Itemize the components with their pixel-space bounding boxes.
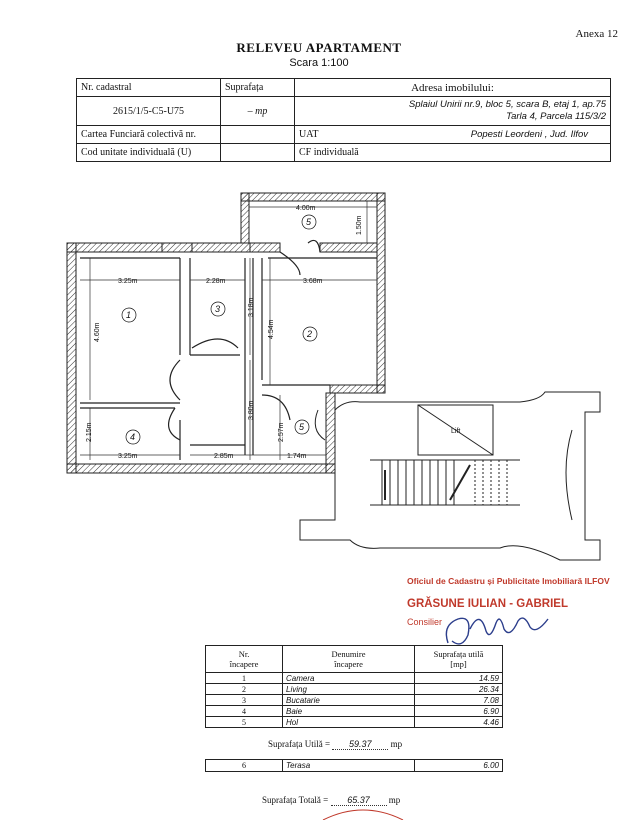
cod-unitate-label: Cod unitate individuală (U) <box>77 144 221 162</box>
row-area: 6.90 <box>415 706 503 717</box>
col-name-header <box>283 646 415 673</box>
table-row <box>206 760 503 772</box>
row-nr: 2 <box>206 684 283 695</box>
table-row <box>206 695 503 706</box>
row-nr: 4 <box>206 706 283 717</box>
row-area: 7.08 <box>415 695 503 706</box>
extra-nr: 6 <box>206 760 283 772</box>
dim-room1-depth: 4.60m <box>94 322 101 342</box>
dim-room5-depth: 2.57m <box>278 422 285 442</box>
address-line-1: Splaiul Unirii nr.9, bloc 5, scara B, etaj 1, ap.75 <box>408 99 606 110</box>
dim-room2-width: 3.68m <box>303 278 323 285</box>
dim-terrace-depth: 1.50m <box>356 215 363 235</box>
row-name: Camera <box>283 673 415 684</box>
useful-area-label: Suprafața Utilă = <box>268 739 331 749</box>
col-name-header-line2: încapere <box>334 659 363 669</box>
dim-hall-width: 2.85m <box>214 453 234 460</box>
row-name: Hol <box>283 717 415 728</box>
plan-walls <box>67 193 385 473</box>
dim-terrace-width: 4.00m <box>296 205 316 212</box>
useful-area-line <box>268 739 402 750</box>
dim-room4-depth: 2.15m <box>86 422 93 442</box>
room-marker-2: 2 <box>307 329 313 339</box>
col-nr-header-line2: încapere <box>229 659 259 669</box>
useful-area-unit: mp <box>390 739 403 749</box>
row-area: 26.34 <box>415 684 503 695</box>
total-area-unit: mp <box>388 795 401 805</box>
scale-label: Scara 1:100 <box>289 57 349 69</box>
table-row <box>206 673 503 684</box>
row-name: Baie <box>283 706 415 717</box>
signature <box>440 605 555 650</box>
dim-hall-depth: 3.80m <box>248 400 255 420</box>
row-area: 4.46 <box>415 717 503 728</box>
total-area-value: 65.37 <box>331 795 387 806</box>
table-row <box>206 706 503 717</box>
col-area-header-line2: [mp] <box>450 659 467 669</box>
row-nr: 1 <box>206 673 283 684</box>
dim-room3-depth: 3.18m <box>248 297 255 317</box>
stamp-name: GRĂSUNE IULIAN - GABRIEL <box>407 598 568 610</box>
col-nr-header <box>206 646 283 673</box>
cadastral-number-value: 2615/1/5-C5-U75 <box>77 97 221 126</box>
room-marker-5-hall: 5 <box>299 422 305 432</box>
row-area: 14.59 <box>415 673 503 684</box>
room-marker-1: 1 <box>126 310 132 320</box>
dim-room1-width: 3.25m <box>118 278 138 285</box>
col-nr-header-line1: Nr. <box>238 649 250 659</box>
carte-funciara-label: Cartea Funciară colectivă nr. <box>77 126 221 144</box>
uat-label: UAT <box>299 129 319 140</box>
table-row <box>206 717 503 728</box>
cadastral-number-label: Nr. cadastral <box>77 79 221 97</box>
table-row <box>206 684 503 695</box>
annex-label: Anexa 12 <box>575 28 618 40</box>
col-name-header-line1: Denumire <box>331 649 366 659</box>
extra-name: Terasa <box>283 760 415 772</box>
extra-area: 6.00 <box>415 760 503 772</box>
document-title: RELEVEU APARTAMENT <box>236 40 402 55</box>
dim-room2-depth: 4.54m <box>268 319 275 339</box>
staircase-block <box>300 392 600 560</box>
area-value: – mp <box>221 97 295 126</box>
dim-room3-width: 2.28m <box>206 278 226 285</box>
dim-room4-width: 3.25m <box>118 453 138 460</box>
row-nr: 3 <box>206 695 283 706</box>
uat-value: Popesti Leordeni , Jud. Ilfov <box>470 129 588 140</box>
extra-area-table <box>205 759 503 772</box>
lift-label: Lift <box>451 428 461 435</box>
round-stamp-partial <box>318 806 408 820</box>
room-marker-4: 4 <box>130 432 136 442</box>
col-area-header-line1: Suprafața utilă <box>433 649 484 659</box>
row-nr: 5 <box>206 717 283 728</box>
address-line-2: Tarla 4, Parcela 115/3/2 <box>506 111 606 122</box>
stamp-role: Consilier <box>407 617 443 627</box>
address-label: Adresa imobilului: <box>295 79 611 97</box>
dim-room5-width: 1.74m <box>287 453 307 460</box>
rooms-table <box>205 645 503 728</box>
useful-area-value: 59.37 <box>332 739 388 750</box>
room-marker-5-terrace: 5 <box>306 217 312 227</box>
stamp-office: Oficiul de Cadastru și Publicitate Imobiliară ILFOV <box>407 576 610 586</box>
col-area-header <box>415 646 503 673</box>
row-name: Living <box>283 684 415 695</box>
area-label: Suprafața <box>221 79 295 97</box>
total-area-line <box>262 795 400 806</box>
total-area-label: Suprafața Totală = <box>262 795 329 805</box>
cf-individuala-label: CF individuală <box>295 144 611 162</box>
row-name: Bucatarie <box>283 695 415 706</box>
room-marker-3: 3 <box>215 304 221 314</box>
